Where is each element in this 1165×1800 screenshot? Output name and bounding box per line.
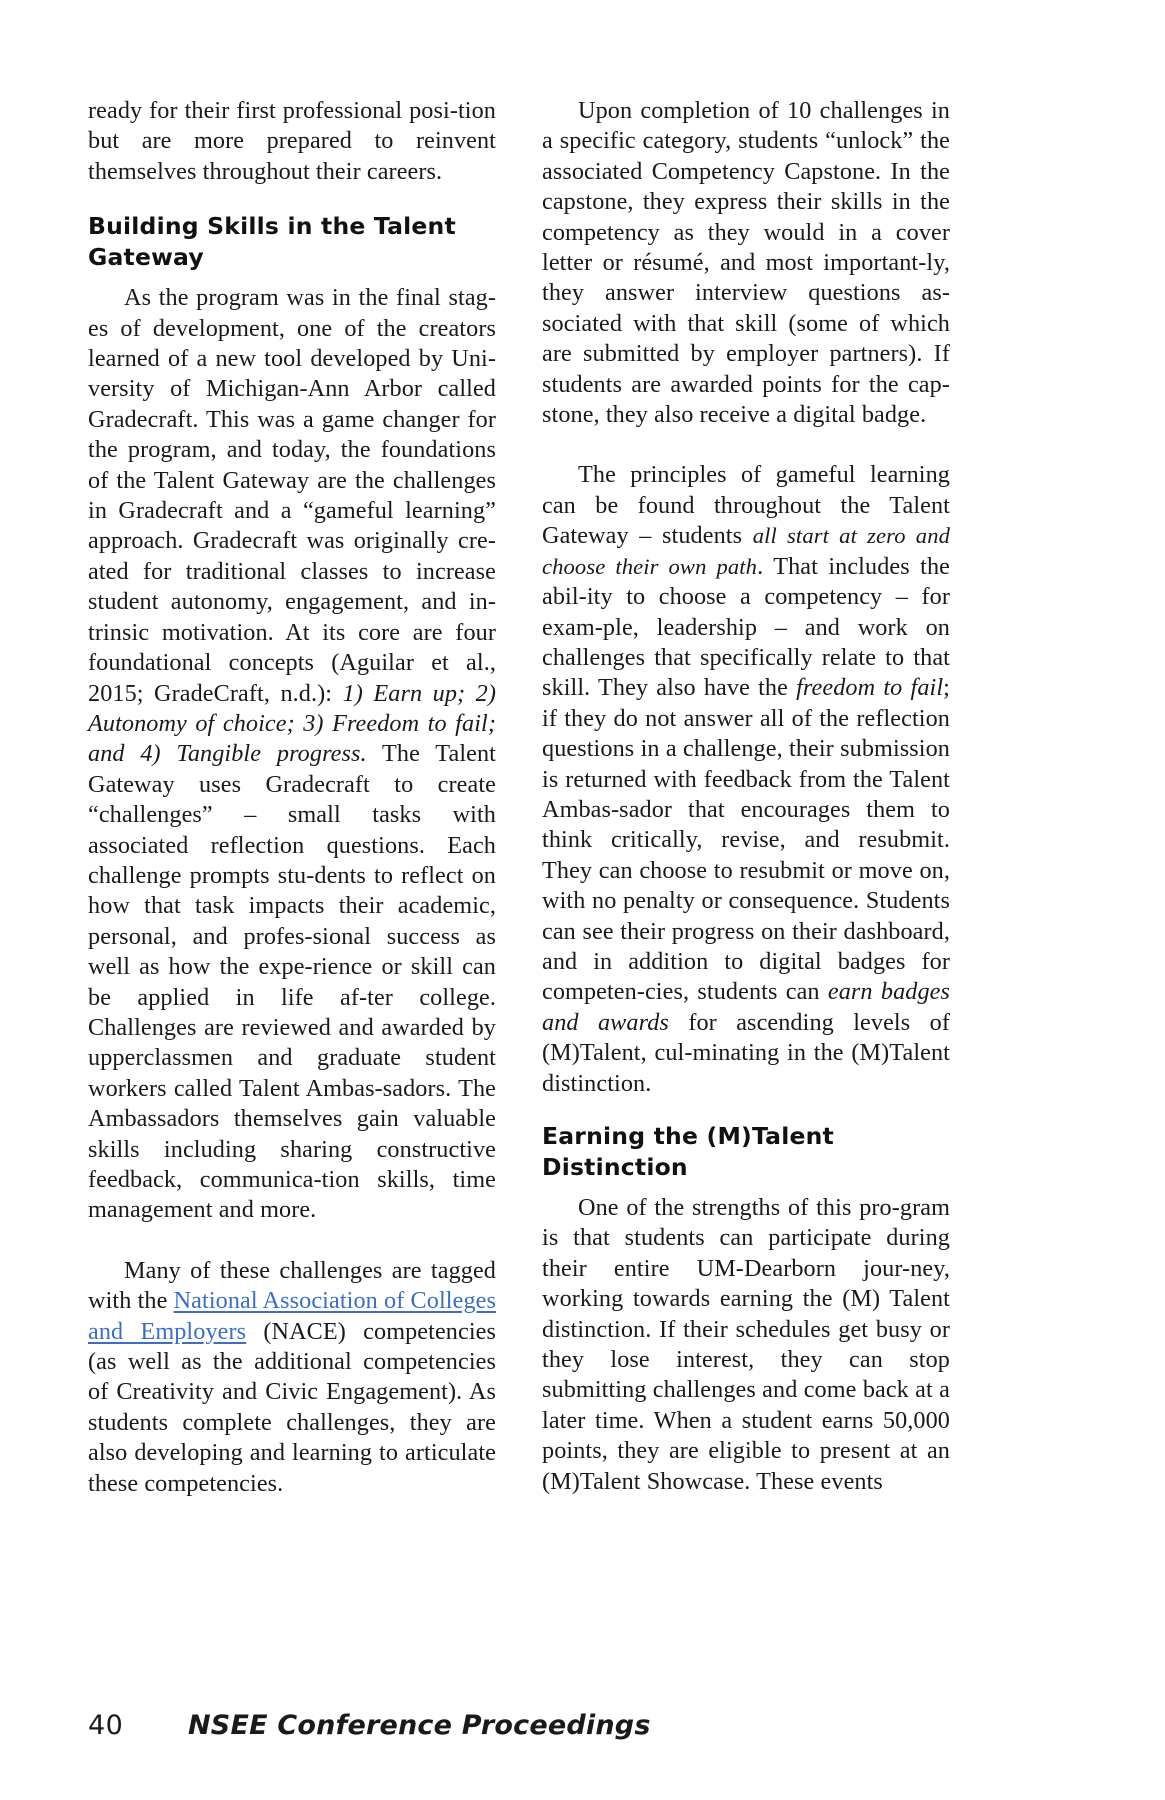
italic-freedom-to-fail: freedom to fail [796,674,944,702]
paragraph-text-run: . That includes the abil-ity to choose a competency – for exam-ple, leadership – and work on challenges that specifically relate to that skill. They also have the [542,552,950,702]
nace-link[interactable]: National Association of Colleges and Employers [88,1287,496,1345]
paragraph-capstone: Upon completion of 10 challenges in a specific category, students “unlock” the associated Competency Capstone. In the capstone, they express their skills in the competency as they would in a cover letter or résumé, and most important-ly, they answer interview questions as-sociated with that skill (some of which are submitted by employer partners). If students are awarded points for the cap-stone, they also receive a digital badge. [542,97,950,429]
paragraph-text-run: The Talent Gateway uses Gradecraft to create “challenges” – small tasks with associated reflection questions. Each challenge prompts stu-dents to reflect on how that task impacts their academic, personal, and profes-sional success as well as how the expe-rience or skill can be applied in life af-ter college. Challenges are reviewed and awarded by upperclassmen and graduate student workers called Talent Ambas-sadors. The Ambassadors themselves gain valuable skills including sharing constructive feedback, communica-tion skills, time management and more. [88,740,496,1224]
paragraph-mtalent-showcase: One of the strengths of this pro-gram is that students can participate during their entire UM-Dearborn jour-ney, working towards earning the (M) Talent distinction. If their schedules get busy or they lose interest, they can stop submitting challenges and come back at a later time. When a student earns 50,000 points, they are eligible to present at an (M)Talent Showcase. These events [542,1194,950,1495]
heading-earning-mtalent: Earning the (M)Talent Distinction [542,1122,834,1181]
paragraph-principles [542,460,950,1099]
paragraph-text-run: Many of these challenges are tagged with the [88,1256,496,1315]
running-title: NSEE Conference Proceedings [188,1710,651,1741]
italic-foundational-concepts: 1) Earn up; 2) Autonomy of choice; 3) Freedom to fail; and 4) Tangible progress. [88,679,496,768]
left-column [88,96,496,1566]
paragraph-continued: ready for their first professional posi-tion but are more prepared to reinvent themselves throughout their careers. [88,97,496,185]
paragraph-nace [88,1256,496,1499]
two-column-body [88,96,950,1566]
page-number: 40 [88,1710,124,1741]
paragraph-gradecraft [88,283,496,1226]
right-column [542,96,950,1566]
paragraph-text-run: The principles of gameful learning can be found throughout the Talent Gateway – students [542,461,950,550]
paragraph-text-run: (NACE) competencies (as well as the additional competencies of Creativity and Civic Engagement). As students complete challenges, they are also developing and learning to articulate these competencies. [88,1317,496,1497]
italic-earn-badges-and-awards: earn badges and awards [542,978,950,1036]
paragraph-text-run: for ascending levels of (M)Talent, cul-minating in the (M)Talent distinction. [542,1008,950,1097]
italic-all-start-at-zero: all start at zero and choose their own path [542,523,950,579]
page-footer [88,1710,950,1741]
paragraph-text-run: As the program was in the final stag-es of development, one of the creators learned of a new tool developed by Uni-versity of Michigan-Ann Arbor called Gradecraft. This was a game changer for the program, and today, the foundations of the Talent Gateway are the challenges in Gradecraft and a “gameful learning” approach. Gradecraft was originally cre-ated for traditional classes to increase student autonomy, engagement, and in-trinsic motivation. At its core are four foundational concepts (Aguilar et al., 2015; GradeCraft, n.d.): [88,284,496,707]
heading-building-skills: Building Skills in the Talent Gateway [88,212,456,272]
paragraph-text-run: ; if they do not answer all of the reflection questions in a challenge, their submission is returned with feedback from the Talent Ambas-sador that encourages them to think critically, revise, and resubmit. They can choose to resubmit or move on, with no penalty or consequence. Students can see their progress on their dashboard, and in addition to digital badges for competen-cies, students can [542,674,950,1006]
